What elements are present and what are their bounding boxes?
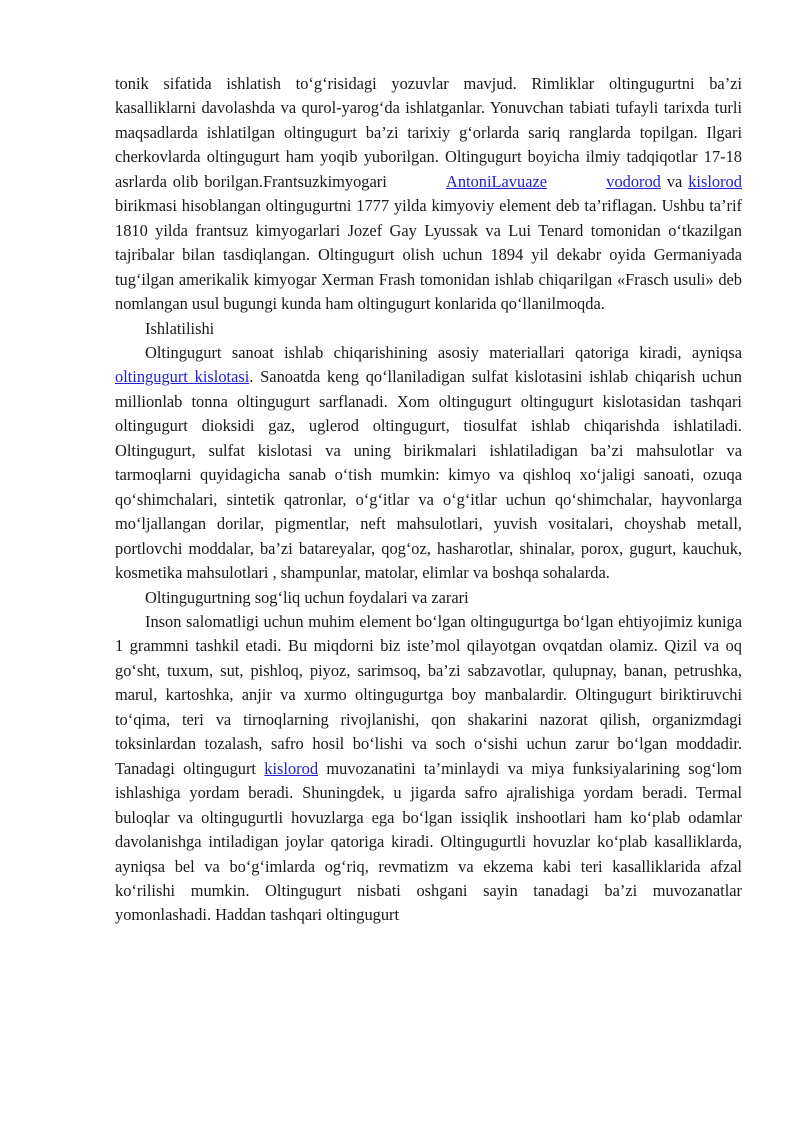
paragraph-usage-text-2: . Sanoatda keng qo‘llaniladigan sulfat kislotasini ishlab chiqarish uchun millionlab tonna oltingugurt sarflanadi. Xom oltingugurt oltingugurt kislotasidan tashqari oltingugurt dioksidi gaz, uglerod oltingugurt, tiosulfat ishlab chiqarishda ishlatiladi. Oltingugurt, sulfat kislotasi va uning birikmalari ishlatiladigan ba’zi mahsulotlar va tarmoqlarni quyidagicha sanab o‘tish mumkin: kimyo va qishloq xo‘jaligi sanoati, ozuqa qo‘shimchalari, sintetik qatronlar, o‘g‘itlar va o‘g‘itlar uchun qo‘shimchalar, hayvonlarga mo‘ljallangan dorilar, pigmentlar, neft mahsulotlari, yuvish vositalari, choyshab metall, portlovchi moddalar, ba’zi batareyalar, qog‘oz, hasharotlar, shinalar, porox, gugurt, kauchuk, kosmetika mahsulotlari , shampunlar, matolar, elimlar va boshqa sohalarda. [115, 367, 742, 583]
document-page [115, 72, 742, 928]
paragraph-health [115, 610, 742, 928]
paragraph-history-text-2: borilgan.Frantsuzkimyogari [204, 171, 387, 191]
paragraph-usage [115, 341, 742, 586]
section-heading-health: Oltingugurtning sog‘liq uchun foydalari va zarari [145, 587, 469, 607]
link-kislorod-2[interactable]: kislorod [264, 758, 319, 778]
link-antoni-lavuaze[interactable]: AntoniLavuaze [445, 171, 548, 191]
paragraph-history-text: tonik sifatida ishlatish to‘g‘risidagi yozuvlar mavjud. Rimliklar oltingugurtni ba’zi kasalliklarni davolashda va qurol-yarog‘da ishlatganlar. Yonuvchan tabiati tufayli tarixda turli maqsadlarda ishlatilgan oltingugurt ba’zi tarixiy g‘orlarda sariq ranglarda topilgan. Ilgari cherkovlarda oltingugurt ham yoqib yuborilgan. Oltingugurt boyicha ilmiy tadqiqotlar 17-18 asrlarda olib [115, 74, 742, 191]
paragraph-history-va: va [666, 171, 683, 191]
paragraph-history-text-3: birikmasi hisoblangan oltingugurtni 1777 yilda kimyoviy element deb ta’riflagan. Ushbu ta’rif 1810 yilda frantsuz kimyogarlari Jozef Gay Lyussak va Lui Tenard tomonidan o‘tkazilgan tajribalar bilan tasdiqlangan. Oltingugurt olish uchun 1894 yil dekabr oyida Germaniyada tug‘ilgan amerikalik kimyogar Xerman Frash tomonidan ishlab chiqarilgan «Frasch usuli» deb nomlangan usul bugungi kunda ham oltingugurt konlarida qo‘llanilmoqda. [115, 196, 742, 314]
paragraph-health-text-2: muvozanatini ta’minlaydi va miya funksiyalarining sog‘lom ishlashiga yordam beradi. Shuningdek, u jigarda safro ajralishiga yordam beradi. Termal buloqlar va oltingugurtli hovuzlarga ega bo‘lgan issiqlik inshootlari ham ko‘plab odamlar davolanishga intiladigan joylar qatoriga kiradi. Oltingugurtli hovuzlar ko‘plab kasalliklarda, ayniqsa bel va bo‘g‘imlarda og‘riq, revmatizm va ekzema kabi teri kasalliklarida afzal ko‘rilishi mumkin. Oltingugurt nisbati oshgani sayin tanadagi ba’zi muvozanatlar yomonlashadi. Haddan tashqari oltingugurt [115, 758, 743, 925]
link-kislorod[interactable]: kislorod [688, 171, 742, 191]
paragraph-usage-text: Oltingugurt sanoat ishlab chiqarishining asosiy materiallari qatoriga kiradi, ayniqsa [145, 342, 742, 362]
link-vodorod[interactable]: vodorod [606, 171, 661, 191]
section-heading-usage: Ishlatilishi [145, 318, 215, 338]
link-oltingugurt-kislotasi[interactable]: oltingugurt kislotasi [115, 367, 250, 387]
paragraph-history [115, 72, 742, 317]
paragraph-health-text: Inson salomatligi uchun muhim element bo‘lgan oltingugurtga bo‘lgan ehtiyojimiz kuniga 1 grammni tashkil etadi. Bu miqdorni biz iste’mol qilayotgan ovqatdan olamiz. Qizil va oq go‘sht, tuxum, sut, pishloq, piyoz, sarimsoq, ba’zi sabzavotlar, qulupnay, banan, petrushka, marul, kartoshka, anjir va xurmo oltingugurtga boy manbalardir. Oltingugurt biriktiruvchi to‘qima, teri va tirnoqlarning rivojlanishi, qon shakarini nazorat qilish, organizmdagi toksinlardan tozalash, safro hosil bo‘lishi va soch o‘sishi uchun zarur bo‘lgan moddadir. Tanadagi oltingugurt [115, 611, 742, 778]
